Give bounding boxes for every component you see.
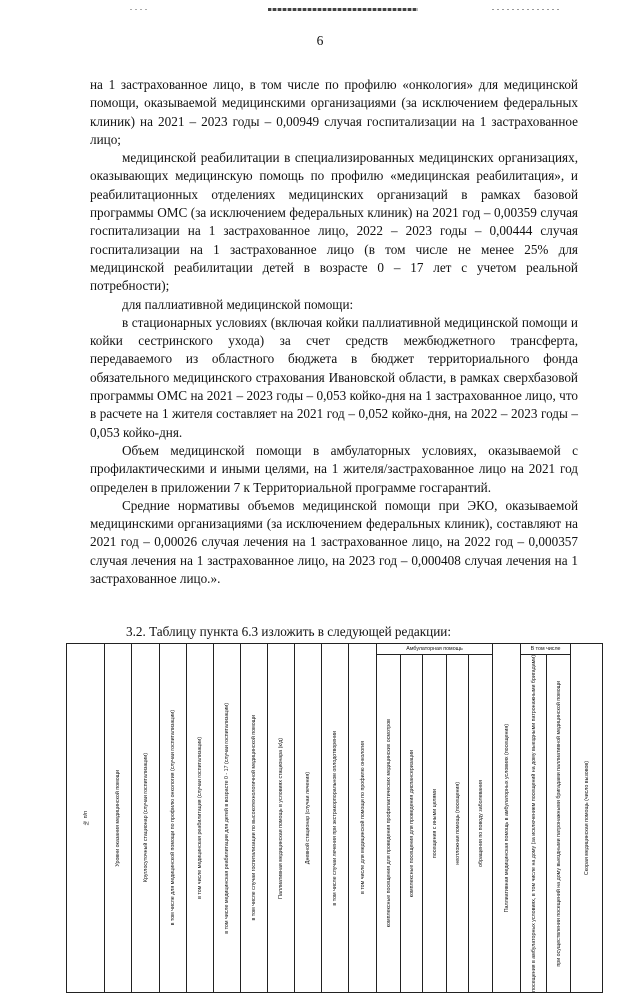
paragraph: на 1 застрахованное лицо, в том числе по профилю «онкология» для медицинской помощи, оказываемой медицинскими организациями (за исключением федеральных клиник) на 2021 – 2023 годы – 0,00949 случая госпитализации на 1 застрахованное лицо; — [90, 77, 578, 147]
section-heading: 3.2. Таблицу пункта 6.3 изложить в следующей редакции: — [126, 624, 452, 639]
table-header-cell: в том числе случаи госпитализации по высокотехнологичной медицинской помощи — [251, 715, 257, 921]
table-header-cell: посещения с иными целями — [431, 788, 438, 858]
scan-header-artifact — [492, 9, 562, 10]
paragraph: Объем медицинской помощи в амбулаторных условиях, оказываемой с профилактическими и иными целями, на 1 жителя/застрахованное лицо на 2021 год определен в приложении 7 к Территориальной программе госгарантий. — [90, 442, 578, 495]
table-header-cell: Дневной стационар (случаи лечения) — [305, 771, 311, 864]
table-header-cell: неотложная помощь (посещения) — [454, 782, 461, 865]
table-header-cell: Паллиативная медицинская помощь в условиях стационара (к/д) — [278, 737, 284, 899]
scan-header-artifact — [130, 9, 150, 10]
table-header-cell: комплексные посещения для проведения профилактических медицинских осмотров — [385, 719, 392, 928]
table-header-cell: Скорая медицинская помощь (число вызовов) — [583, 760, 590, 875]
table-header-cell: Уровни оказания медицинской помощи — [115, 769, 121, 867]
table-header-cell: в том числе медицинская реабилитация для детей в возрасте 0 - 17 (случаи госпитализации) — [224, 702, 230, 934]
table-header-cell: в том числе для медицинской помощи по профилю онкология — [359, 741, 366, 895]
table-header-cell: в том числе медицинская реабилитация (случаи госпитализации) — [197, 736, 203, 899]
table-header-cell: Круглосуточный стационар (случаи госпитализации) — [142, 753, 149, 883]
norms-table — [66, 643, 590, 992]
paragraph: для паллиативной медицинской помощи: — [122, 296, 354, 312]
table-header-cell: Паллиативная медицинская помощь в амбулаторных условиях (посещения) — [503, 723, 510, 913]
body-text — [90, 76, 578, 588]
table-header-cell: в том числе случаи лечения при экстракорпоральном оплодотворении — [332, 730, 338, 906]
paragraph: в стационарных условиях (включая койки паллиативной медицинской помощи и койки сестринского ухода) за счет средств межбюджетного трансферта, передаваемого из областного бюджета в бюджет территориального фонда обязательного медицинского страхования Ивановской области, в рамках сверхбазовой программы ОМС на 2021 – 2023 годы – 0,053 койко-дня на 1 застрахованное лицо, что в расчете на 1 жителя составляет на 2021 год – 0,052 койко-дня, на 2022 – 2023 годы – 0,053 койко-дня. — [90, 314, 578, 440]
table-header-cell: № п/п — [82, 810, 89, 826]
paragraph: Средние нормативы объемов медицинской помощи при ЭКО, оказываемой медицинскими организациями (за исключением федеральных клиник), составляют на 2021 год – 0,00026 случая лечения на 1 застрахованное лицо, на 2022 год – 0,000357 случая лечения на 1 застрахованное лицо, на 2023 год – 0,000408 случая лечения на 1 застрахованное лицо.». — [90, 497, 578, 587]
scan-header-artifact — [268, 8, 418, 11]
table-header-cell: в том числе для медицинской помощи по профилю онкология (случаи госпитализации) — [170, 710, 176, 926]
page-number: 6 — [316, 33, 324, 48]
table-header-cell: обращения по поводу заболевания — [477, 779, 484, 867]
table-group-header: В том числе — [521, 644, 571, 655]
table-group-header: Амбулаторная помощь — [377, 644, 493, 655]
table-header-cell: комплексные посещения для проведения диспансеризации — [408, 749, 415, 898]
table-header-cell: при осуществлении посещений на дому выездными патронажными бригадами паллиативной медицинской помощи — [555, 680, 562, 967]
paragraph: медицинской реабилитации в специализированных медицинских организациях, оказывающих медицинскую помощь по профилю «медицинская реабилитация», и реабилитационных отделениях медицинских организаций в рамках базовой программы ОМС (за исключением федеральных клиник) на 2021 год – 0,00359 случая госпитализации на 1 застрахованное лицо, 2022 – 2023 годы – 0,00444 случая госпитализации на 1 застрахованное лицо (в том числе не менее 25% для медицинской реабилитации детей в возрасте 0 – 17 лет с учетом реальной потребности); — [90, 150, 578, 294]
table-header-cell: посещения в амбулаторных условиях, в том числе на дому (за исключением посещений на дому выездными патронажными бригадами) — [530, 655, 537, 992]
